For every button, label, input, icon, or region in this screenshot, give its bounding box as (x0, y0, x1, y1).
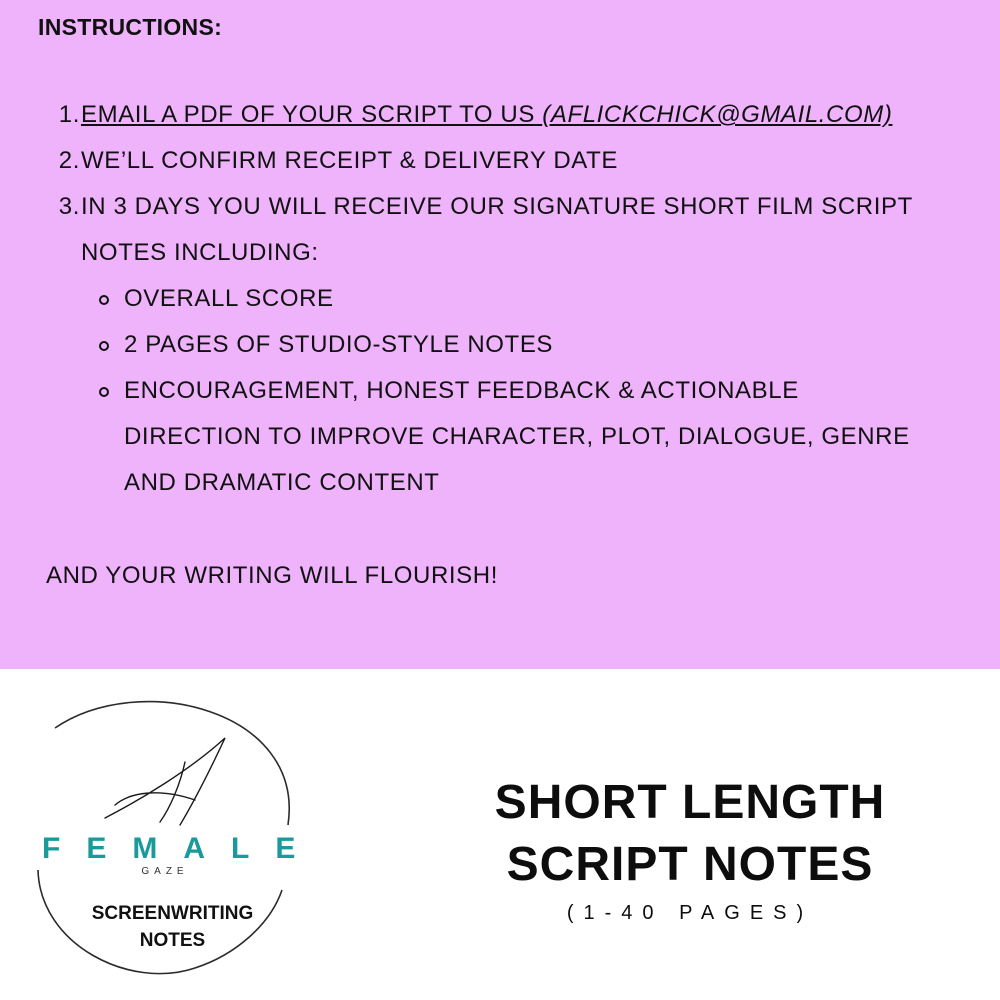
bullet-item (124, 368, 910, 506)
email-address: (AFLICKCHICK@GMAIL.COM) (542, 101, 893, 128)
bullet-circle-icon (99, 341, 109, 351)
logo-line-2: NOTES (139, 930, 206, 951)
instructions-heading: INSTRUCTIONS: (38, 14, 223, 40)
bullet-text-continued: DIRECTION TO IMPROVE CHARACTER, PLOT, DIALOGUE, GENRE (124, 423, 910, 450)
product-title-line-1: SHORT LENGTH (494, 776, 886, 829)
step-text: IN 3 DAYS YOU WILL RECEIVE OUR SIGNATURE SHORT FILM SCRIPT (81, 193, 913, 220)
bullet-circle-icon (99, 387, 109, 397)
bullet-text: OVERALL SCORE (124, 285, 334, 312)
step-text: EMAIL A PDF OF YOUR SCRIPT TO US (81, 101, 543, 128)
step-text-continued: NOTES INCLUDING: (81, 239, 319, 266)
bullet-text: ENCOURAGEMENT, HONEST FEEDBACK & ACTIONABLE (124, 377, 799, 404)
logo-line-1: SCREENWRITING (91, 903, 254, 924)
bullet-item (124, 276, 334, 322)
step-number: 3. (58, 193, 80, 220)
step-number: 2. (58, 147, 80, 174)
monogram-a-icon (105, 738, 225, 825)
brand-logo (20, 700, 320, 990)
step-text: WE’LL CONFIRM RECEIPT & DELIVERY DATE (81, 147, 618, 174)
logo-female-text: FEMALE (42, 832, 322, 865)
bullet-item (124, 322, 553, 368)
product-title (450, 772, 930, 896)
bullet-text: 2 PAGES OF STUDIO-STYLE NOTES (124, 331, 554, 358)
step-number: 1. (58, 101, 80, 128)
email-link[interactable] (81, 92, 892, 138)
bullet-text-continued: AND DRAMATIC CONTENT (124, 469, 440, 496)
bullet-circle-icon (99, 295, 109, 305)
logo-gaze-text: GAZE (141, 866, 189, 877)
product-subtitle: (1-40 PAGES) (566, 902, 814, 924)
product-title-line-2: SCRIPT NOTES (506, 838, 874, 891)
logo-screenwriting-notes (70, 900, 275, 954)
closing-line: AND YOUR WRITING WILL FLOURISH! (46, 562, 498, 589)
